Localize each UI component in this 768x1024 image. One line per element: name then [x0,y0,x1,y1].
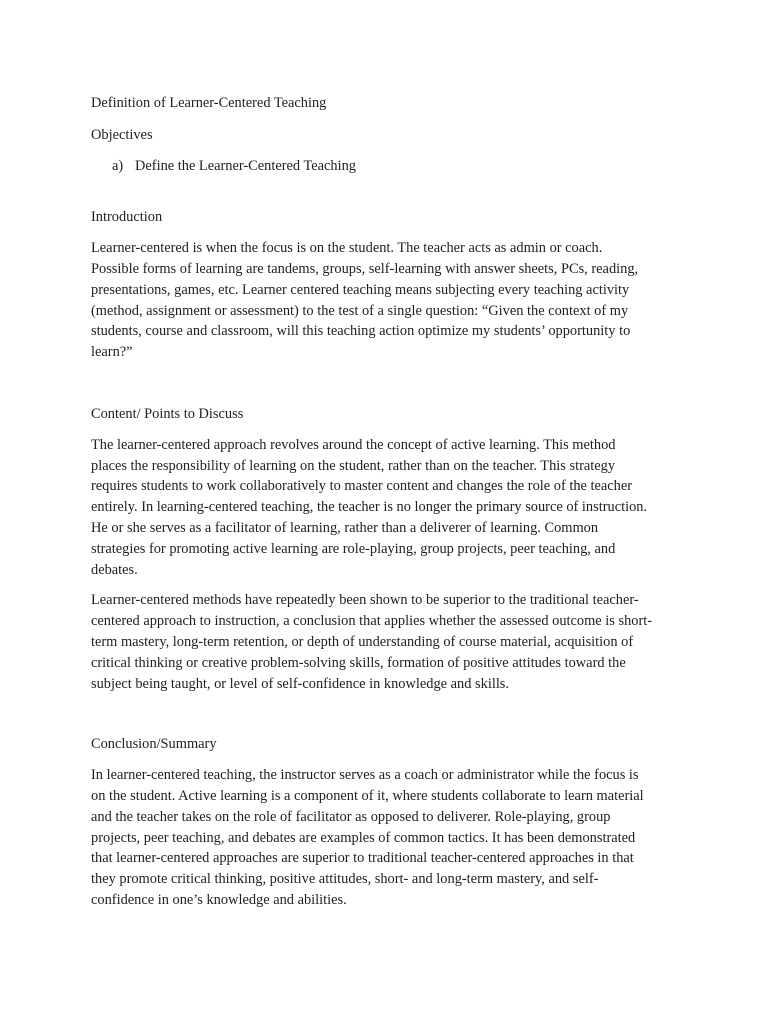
content-heading: Content/ Points to Discuss [91,405,244,422]
introduction-paragraph [91,238,671,363]
paragraph-line: The learner-centered approach revolves around the concept of active learning. This method [91,436,616,453]
introduction-heading: Introduction [91,209,163,226]
paragraph-line: term mastery, long-term retention, or depth of understanding of course material, acquisition of [91,633,634,650]
objectives-heading: Objectives [91,126,153,143]
paragraph-line: presentations, games, etc. Learner centered teaching means subjecting every teaching activity [91,281,630,298]
paragraph-line: requires students to work collaboratively to master content and changes the role of the teacher [91,478,633,495]
paragraph-line: learn?” [91,344,133,361]
paragraph-line: on the student. Active learning is a component of it, where students collaborate to learn material [91,787,644,804]
paragraph-line: confidence in one’s knowledge and abilities. [91,891,347,908]
objective-item [112,156,671,177]
paragraph-line: critical thinking or creative problem-solving skills, formation of positive attitudes toward the [91,654,626,671]
list-marker: a) [112,157,124,174]
paragraph-line: students, course and classroom, will this teaching action optimize my students’ opportunity to [91,323,631,340]
paragraph-line: He or she serves as a facilitator of learning, rather than a deliverer of learning. Common [91,519,599,536]
paragraph-line: In learner-centered teaching, the instructor serves as a coach or administrator while the focus is [91,767,639,784]
document-page [91,93,671,921]
paragraph-line: debates. [91,561,138,578]
paragraph-line: entirely. In learning-centered teaching, the teacher is no longer the primary source of instruction. [91,499,648,516]
section-spacer [91,704,671,734]
paragraph-line: projects, peer teaching, and debates are examples of common tactics. It has been demonstrated [91,829,636,846]
paragraph-line: subject being taught, or level of self-confidence in knowledge and skills. [91,675,510,692]
content-paragraph [91,435,671,581]
paragraph-line: and the teacher takes on the role of facilitator as opposed to deliverer. Role-playing, group [91,808,611,825]
paragraph-line: places the responsibility of learning on the student, rather than on the teacher. This strategy [91,457,616,474]
document-title: Definition of Learner-Centered Teaching [91,95,327,111]
paragraph-line: Learner-centered is when the focus is on the student. The teacher acts as admin or coach. [91,240,603,257]
paragraph-line: Learner-centered methods have repeatedly been shown to be superior to the traditional teacher- [91,592,639,609]
paragraph-line: Possible forms of learning are tandems, groups, self-learning with answer sheets, PCs, reading, [91,260,639,277]
section-spacer [91,373,671,404]
paragraph-line: centered approach to instruction, a conclusion that applies whether the assessed outcome is short- [91,613,653,630]
conclusion-paragraph [91,765,671,911]
content-paragraph [91,590,671,694]
paragraph-line: that learner-centered approaches are superior to traditional teacher-centered approaches in that [91,850,634,867]
conclusion-heading: Conclusion/Summary [91,736,217,753]
paragraph-line: (method, assignment or assessment) to the test of a single question: “Given the context of my [91,302,629,319]
paragraph-line: they promote critical thinking, positive attitudes, short- and long-term mastery, and self- [91,871,599,888]
objective-text: Define the Learner-Centered Teaching [135,157,356,174]
paragraph-line: strategies for promoting active learning are role-playing, group projects, peer teaching, and [91,540,616,557]
